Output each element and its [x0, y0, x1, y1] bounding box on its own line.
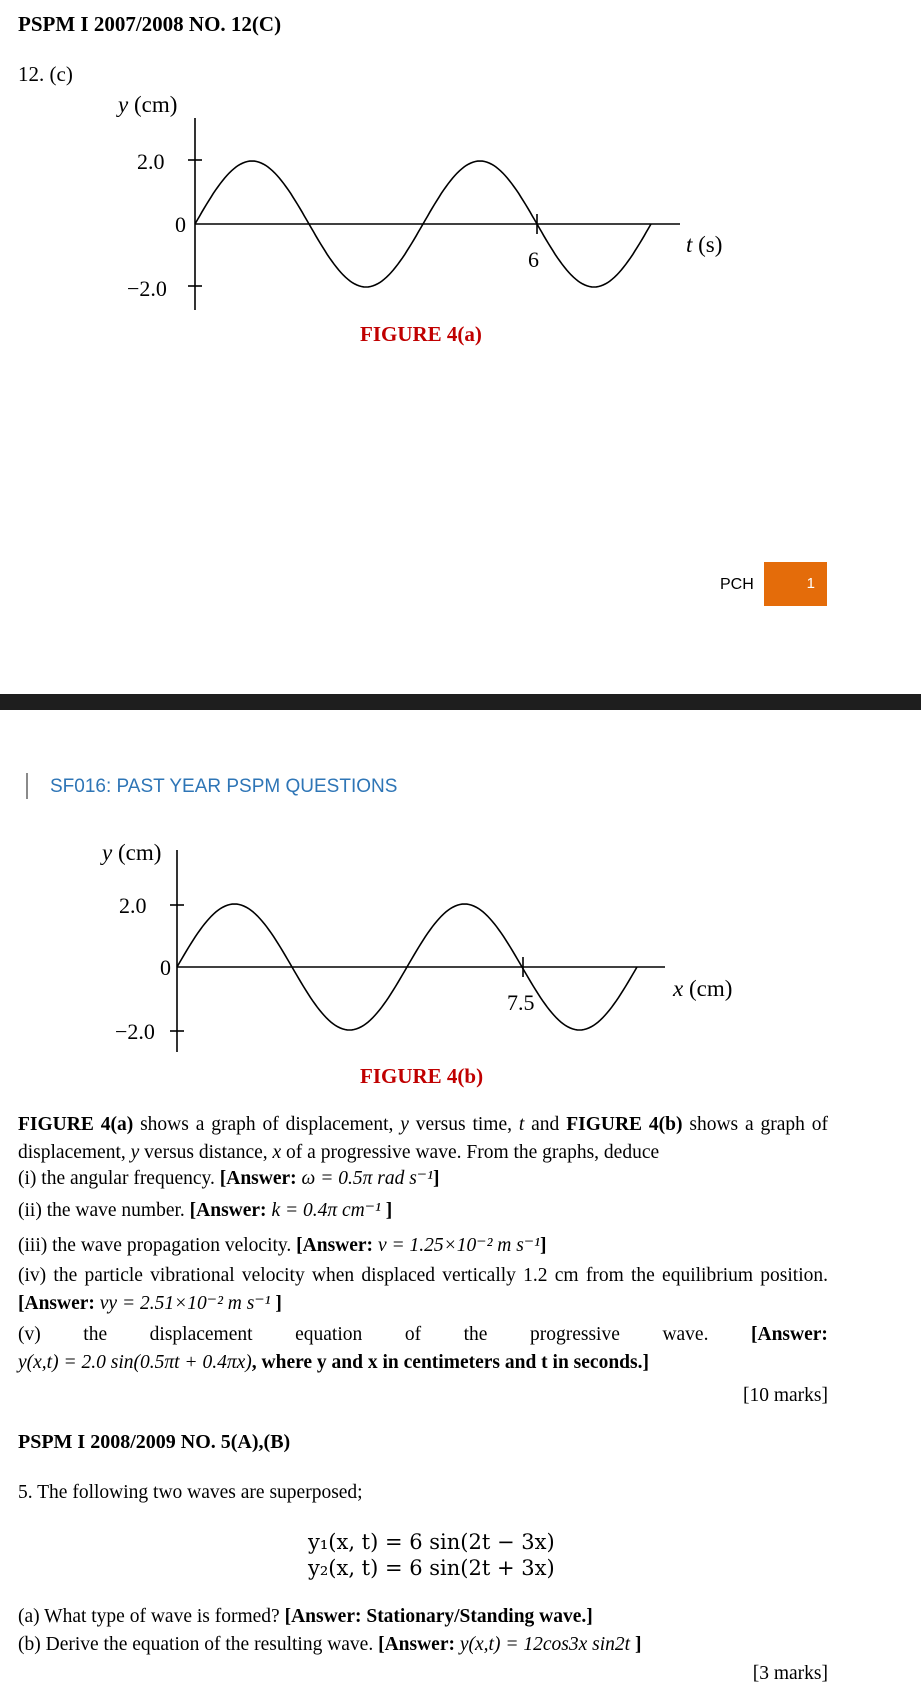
figure-4a-chart — [0, 80, 921, 320]
item-formula: k = 0.4π cm⁻¹ — [271, 1200, 381, 1221]
intro-var: t — [518, 1114, 525, 1135]
item-text: (iv) the particle vibrational velocity when displaced vertically 1.2 cm from the equilibrium position. — [18, 1265, 828, 1286]
section-title-bar — [26, 773, 28, 799]
q5b-formula: y(x,t) = 12cos3x sin2t — [459, 1634, 631, 1655]
section-title: SF016: PAST YEAR PSPM QUESTIONS — [50, 776, 398, 797]
intro-text: shows a graph of displacement, — [18, 1114, 829, 1163]
footer-label: PCH — [720, 576, 754, 593]
equation-y2: y₂(x, t) = 6 sin(2t + 3x) — [308, 1556, 555, 1580]
y-tick-label-bottom: −2.0 — [127, 276, 167, 301]
item-v-answer-label: [Answer: — [751, 1324, 828, 1345]
marks-label-2: [3 marks] — [752, 1663, 828, 1684]
intro-var: y — [130, 1142, 140, 1163]
intro-fig-b: FIGURE 4(b) — [566, 1114, 683, 1135]
q5b-close: ] — [630, 1634, 642, 1655]
item-v-word: the — [83, 1324, 108, 1345]
x-axis-label: x (cm) — [673, 976, 733, 1001]
question-item-v-line1 — [18, 1321, 828, 1349]
item-v-formula: y(x,t) = 2.0 sin(0.5πt + 0.4πx) — [18, 1352, 252, 1373]
item-text: (ii) the wave number. — [18, 1200, 190, 1221]
item-close: ] — [539, 1235, 547, 1256]
item-formula: v = 1.25×10⁻² m s⁻¹ — [377, 1235, 540, 1256]
y-axis-label: y (cm) — [102, 840, 162, 865]
intro-text: versus time, — [408, 1114, 519, 1135]
item-v-word: progressive — [529, 1324, 620, 1345]
item-text: (iii) the wave propagation velocity. — [18, 1235, 297, 1256]
y-tick-label-bottom: −2.0 — [115, 1019, 155, 1044]
equation-y1: y₁(x, t) = 6 sin(2t − 3x) — [308, 1530, 555, 1554]
y-tick-label-top: 2.0 — [137, 149, 165, 174]
question-item-ii — [18, 1197, 828, 1225]
item-close: ] — [432, 1168, 440, 1189]
q5a-text: (a) What type of wave is formed? — [18, 1606, 285, 1627]
intro-var: y — [400, 1114, 409, 1135]
question-item-iii — [18, 1232, 828, 1260]
item-formula: vy = 2.51×10⁻² m s⁻¹ — [99, 1293, 271, 1314]
item-answer-label: [Answer: — [296, 1235, 378, 1256]
intro-paragraph — [18, 1111, 828, 1167]
page2-header: PSPM I 2008/2009 NO. 5(A),(B) — [18, 1431, 291, 1453]
intro-fig-a: FIGURE 4(a) — [18, 1114, 134, 1135]
page-header: PSPM I 2007/2008 NO. 12(C) — [18, 12, 282, 36]
x-axis-label: t (s) — [686, 232, 723, 257]
question-5a — [18, 1603, 828, 1631]
figure-4a-caption: FIGURE 4(a) — [360, 322, 482, 346]
q5a-answer: [Answer: Stationary/Standing wave.] — [284, 1606, 593, 1627]
item-answer-label: [Answer: — [189, 1200, 272, 1221]
intro-var: x — [272, 1142, 282, 1163]
item-v-word: the — [463, 1324, 488, 1345]
y-axis-label: y (cm) — [118, 92, 178, 117]
intro-text: shows a graph of displacement, — [133, 1114, 401, 1135]
intro-text: of a progressive wave. From the graphs, deduce — [281, 1142, 660, 1163]
x-marker-label: 6 — [528, 247, 539, 272]
question-5b — [18, 1631, 828, 1659]
item-v-word: wave. — [662, 1324, 709, 1345]
item-v-word: of — [404, 1324, 422, 1345]
x-marker-label: 7.5 — [507, 990, 535, 1015]
item-close: ] — [380, 1200, 393, 1221]
item-answer-label: [Answer: — [219, 1168, 302, 1189]
intro-text: and — [524, 1114, 567, 1135]
y-tick-label-zero: 0 — [175, 212, 186, 237]
q5b-answer-label: [Answer: — [378, 1634, 460, 1655]
item-answer-label: [Answer: — [18, 1293, 100, 1314]
item-formula: ω = 0.5π rad s⁻¹ — [301, 1168, 433, 1189]
question-5: 5. The following two waves are superposed; — [18, 1482, 363, 1503]
y-tick-label-top: 2.0 — [119, 893, 147, 918]
question-number: 12. (c) — [18, 62, 73, 86]
intro-text: versus distance, — [139, 1142, 273, 1163]
y-tick-label-zero: 0 — [160, 955, 171, 980]
question-item-iv — [18, 1262, 828, 1318]
question-item-i — [18, 1165, 828, 1193]
page-separator — [0, 694, 921, 710]
figure-4b-caption: FIGURE 4(b) — [360, 1064, 484, 1088]
item-v-word: equation — [295, 1324, 363, 1345]
q5b-text: (b) Derive the equation of the resulting wave. — [18, 1634, 379, 1655]
question-item-v-line2 — [18, 1349, 828, 1377]
item-close: ] — [270, 1293, 282, 1314]
item-text: (i) the angular frequency. — [18, 1168, 220, 1189]
marks-label-1: [10 marks] — [742, 1385, 828, 1406]
item-v-word: displacement — [149, 1324, 253, 1345]
item-v-word: (v) — [18, 1324, 41, 1345]
item-v-rest: , where y and x in centimeters and t in seconds.] — [251, 1352, 649, 1373]
figure-4b-chart — [0, 820, 921, 1060]
page-number-badge: 1 — [764, 562, 827, 606]
